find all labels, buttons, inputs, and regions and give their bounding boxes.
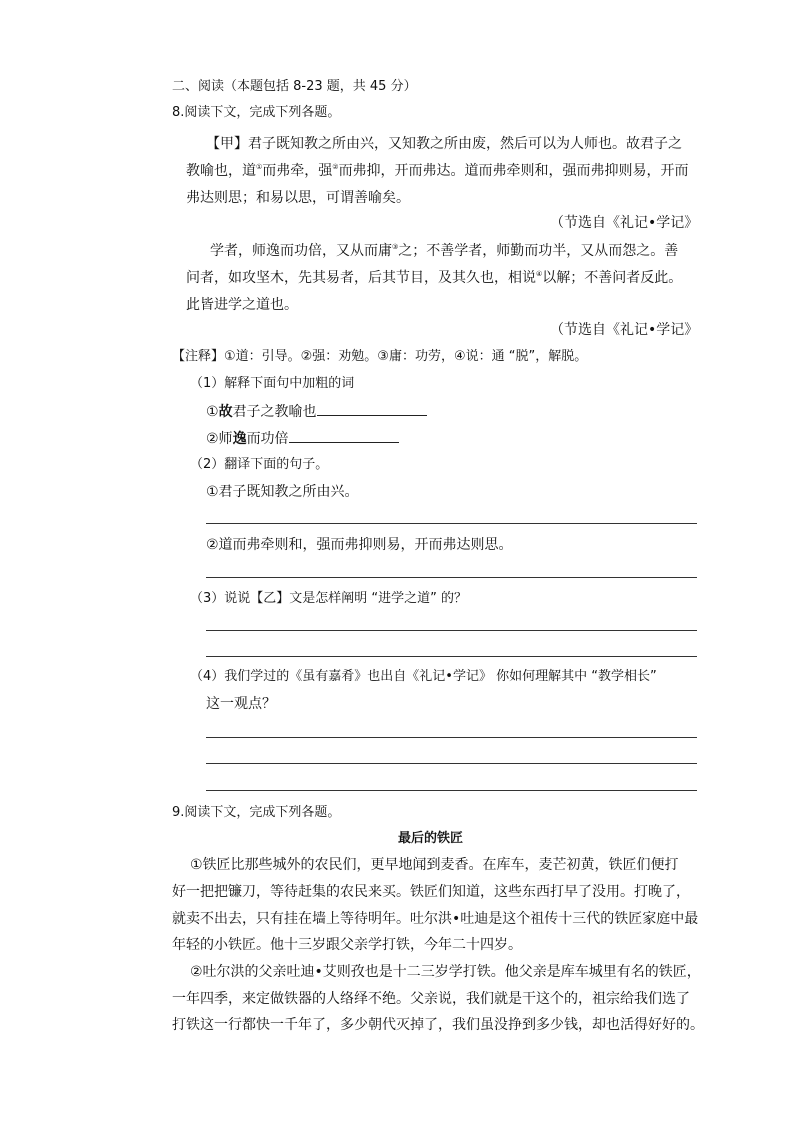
- article-para-1-line-1: ①铁匠比那些城外的农民们，更早地闻到麦香。在库车，麦芒初黄，铁匠们便打: [190, 857, 679, 873]
- article-para-1-line-4: 年轻的小铁匠。他十三岁跟父亲学打铁，今年二十四岁。: [172, 937, 522, 953]
- article-para-1-line-2: 好一把把镰刀，等待赶集的农民来买。铁匠们知道，这些东西打早了没用。打晚了，: [172, 884, 690, 900]
- yi-line-3: [186, 298, 298, 312]
- annotation-notes: 【注释】①道：引导。②强：劝勉。③庸：功劳，④说：通 “脱”，解脱。: [172, 349, 588, 364]
- yi-text: 问者，如攻坚木，先其易者，后其节目，及其久也，相说: [186, 270, 536, 286]
- footnote-marker: ②: [332, 163, 339, 171]
- footnote-marker: ①: [256, 163, 263, 171]
- jia-text: 而弗牵，强: [262, 163, 333, 179]
- article-title: 最后的铁匠: [398, 831, 464, 846]
- jia-line-3: [186, 191, 410, 205]
- article-para-1-line-3: 就卖不出去，只有挂在墙上等待明年。吐尔洪•吐迪是这个祖传十三代的铁匠家庭中最: [172, 911, 699, 927]
- item-text: 而功倍: [246, 431, 289, 447]
- sub-question-2-item-2: ②道而弗牵则和，强而弗抑则易，开而弗达则思。: [206, 537, 513, 553]
- yi-text: 之；不善学者，师勤而功半，又从而怨之。善: [398, 243, 679, 259]
- jia-text: 【甲】君子既知教之所由兴，又知教之所由废，然后可以为人师也。故君子之: [206, 136, 682, 152]
- sub-question-2-item-1: ①君子既知教之所由兴。: [206, 484, 359, 500]
- sub-question-1-label: （1）解释下面句中加粗的词: [190, 376, 355, 391]
- jia-text: 教喻也，道: [186, 163, 256, 179]
- answer-blank[interactable]: [317, 403, 427, 416]
- answer-line[interactable]: [206, 656, 697, 657]
- answer-line[interactable]: [206, 523, 697, 524]
- bold-word: 故: [218, 404, 233, 420]
- jia-text: 而弗抑，开而弗达。道而弗牵则和，强而弗抑则易，开而: [338, 163, 689, 179]
- yi-text: 学者，师逸而功倍，又从而庸: [210, 243, 392, 259]
- sub-question-1-item-2: [206, 430, 399, 446]
- jia-line-1: [206, 137, 682, 151]
- sub-question-4-line-2: 这一观点？: [206, 696, 276, 712]
- article-para-2-line-2: 一年四季，来定做铁器的人络绎不绝。父亲说，我们就是干这个的，祖宗给我们选了: [172, 991, 690, 1007]
- jia-line-2: [186, 164, 689, 178]
- answer-line[interactable]: [206, 763, 697, 764]
- yi-line-2: [186, 271, 682, 285]
- sub-question-3-label: （3）说说【乙】文是怎样阐明 “进学之道” 的？: [190, 591, 468, 606]
- jia-text: 弗达则思；和易以思，可谓善喻矣。: [186, 190, 410, 206]
- sub-question-4-line-1: （4）我们学过的《虽有嘉肴》也出自《礼记•学记》 你如何理解其中 “教学相长”: [190, 669, 657, 684]
- article-para-2-line-3: 打铁这一行都快一千年了，多少朝代灭掉了，我们虽没挣到多少钱，却也活得好好的。: [172, 1017, 704, 1033]
- answer-blank[interactable]: [289, 430, 399, 443]
- answer-line[interactable]: [206, 577, 697, 578]
- answer-line[interactable]: [206, 790, 697, 791]
- article-para-2-line-1: ②吐尔洪的父亲吐迪•艾则孜也是十二三岁学打铁。他父亲是库车城里有名的铁匠，: [190, 964, 701, 980]
- item-text: 君子之教喻也: [232, 404, 317, 420]
- yi-text: 此皆进学之道也。: [186, 297, 298, 313]
- question-8-intro: 8.阅读下文，完成下列各题。: [172, 105, 341, 120]
- item-text: ①: [206, 404, 219, 420]
- sub-question-2-label: （2）翻译下面的句子。: [190, 457, 329, 472]
- answer-line[interactable]: [206, 737, 697, 738]
- footnote-marker: ④: [536, 270, 543, 278]
- item-text: ②师: [206, 431, 233, 447]
- yi-source: （节选自《礼记•学记》: [550, 322, 699, 338]
- jia-source: （节选自《礼记•学记》: [550, 215, 699, 231]
- section-heading: 二、阅读（本题包括 8-23 题，共 45 分）: [172, 79, 417, 94]
- footnote-marker: ③: [392, 243, 399, 251]
- bold-word: 逸: [232, 431, 247, 447]
- yi-line-1: [210, 244, 678, 258]
- sub-question-1-item-1: [206, 403, 427, 419]
- question-9-intro: 9.阅读下文，完成下列各题。: [172, 805, 341, 820]
- answer-line[interactable]: [206, 630, 697, 631]
- yi-text: 以解；不善问者反此。: [542, 270, 683, 286]
